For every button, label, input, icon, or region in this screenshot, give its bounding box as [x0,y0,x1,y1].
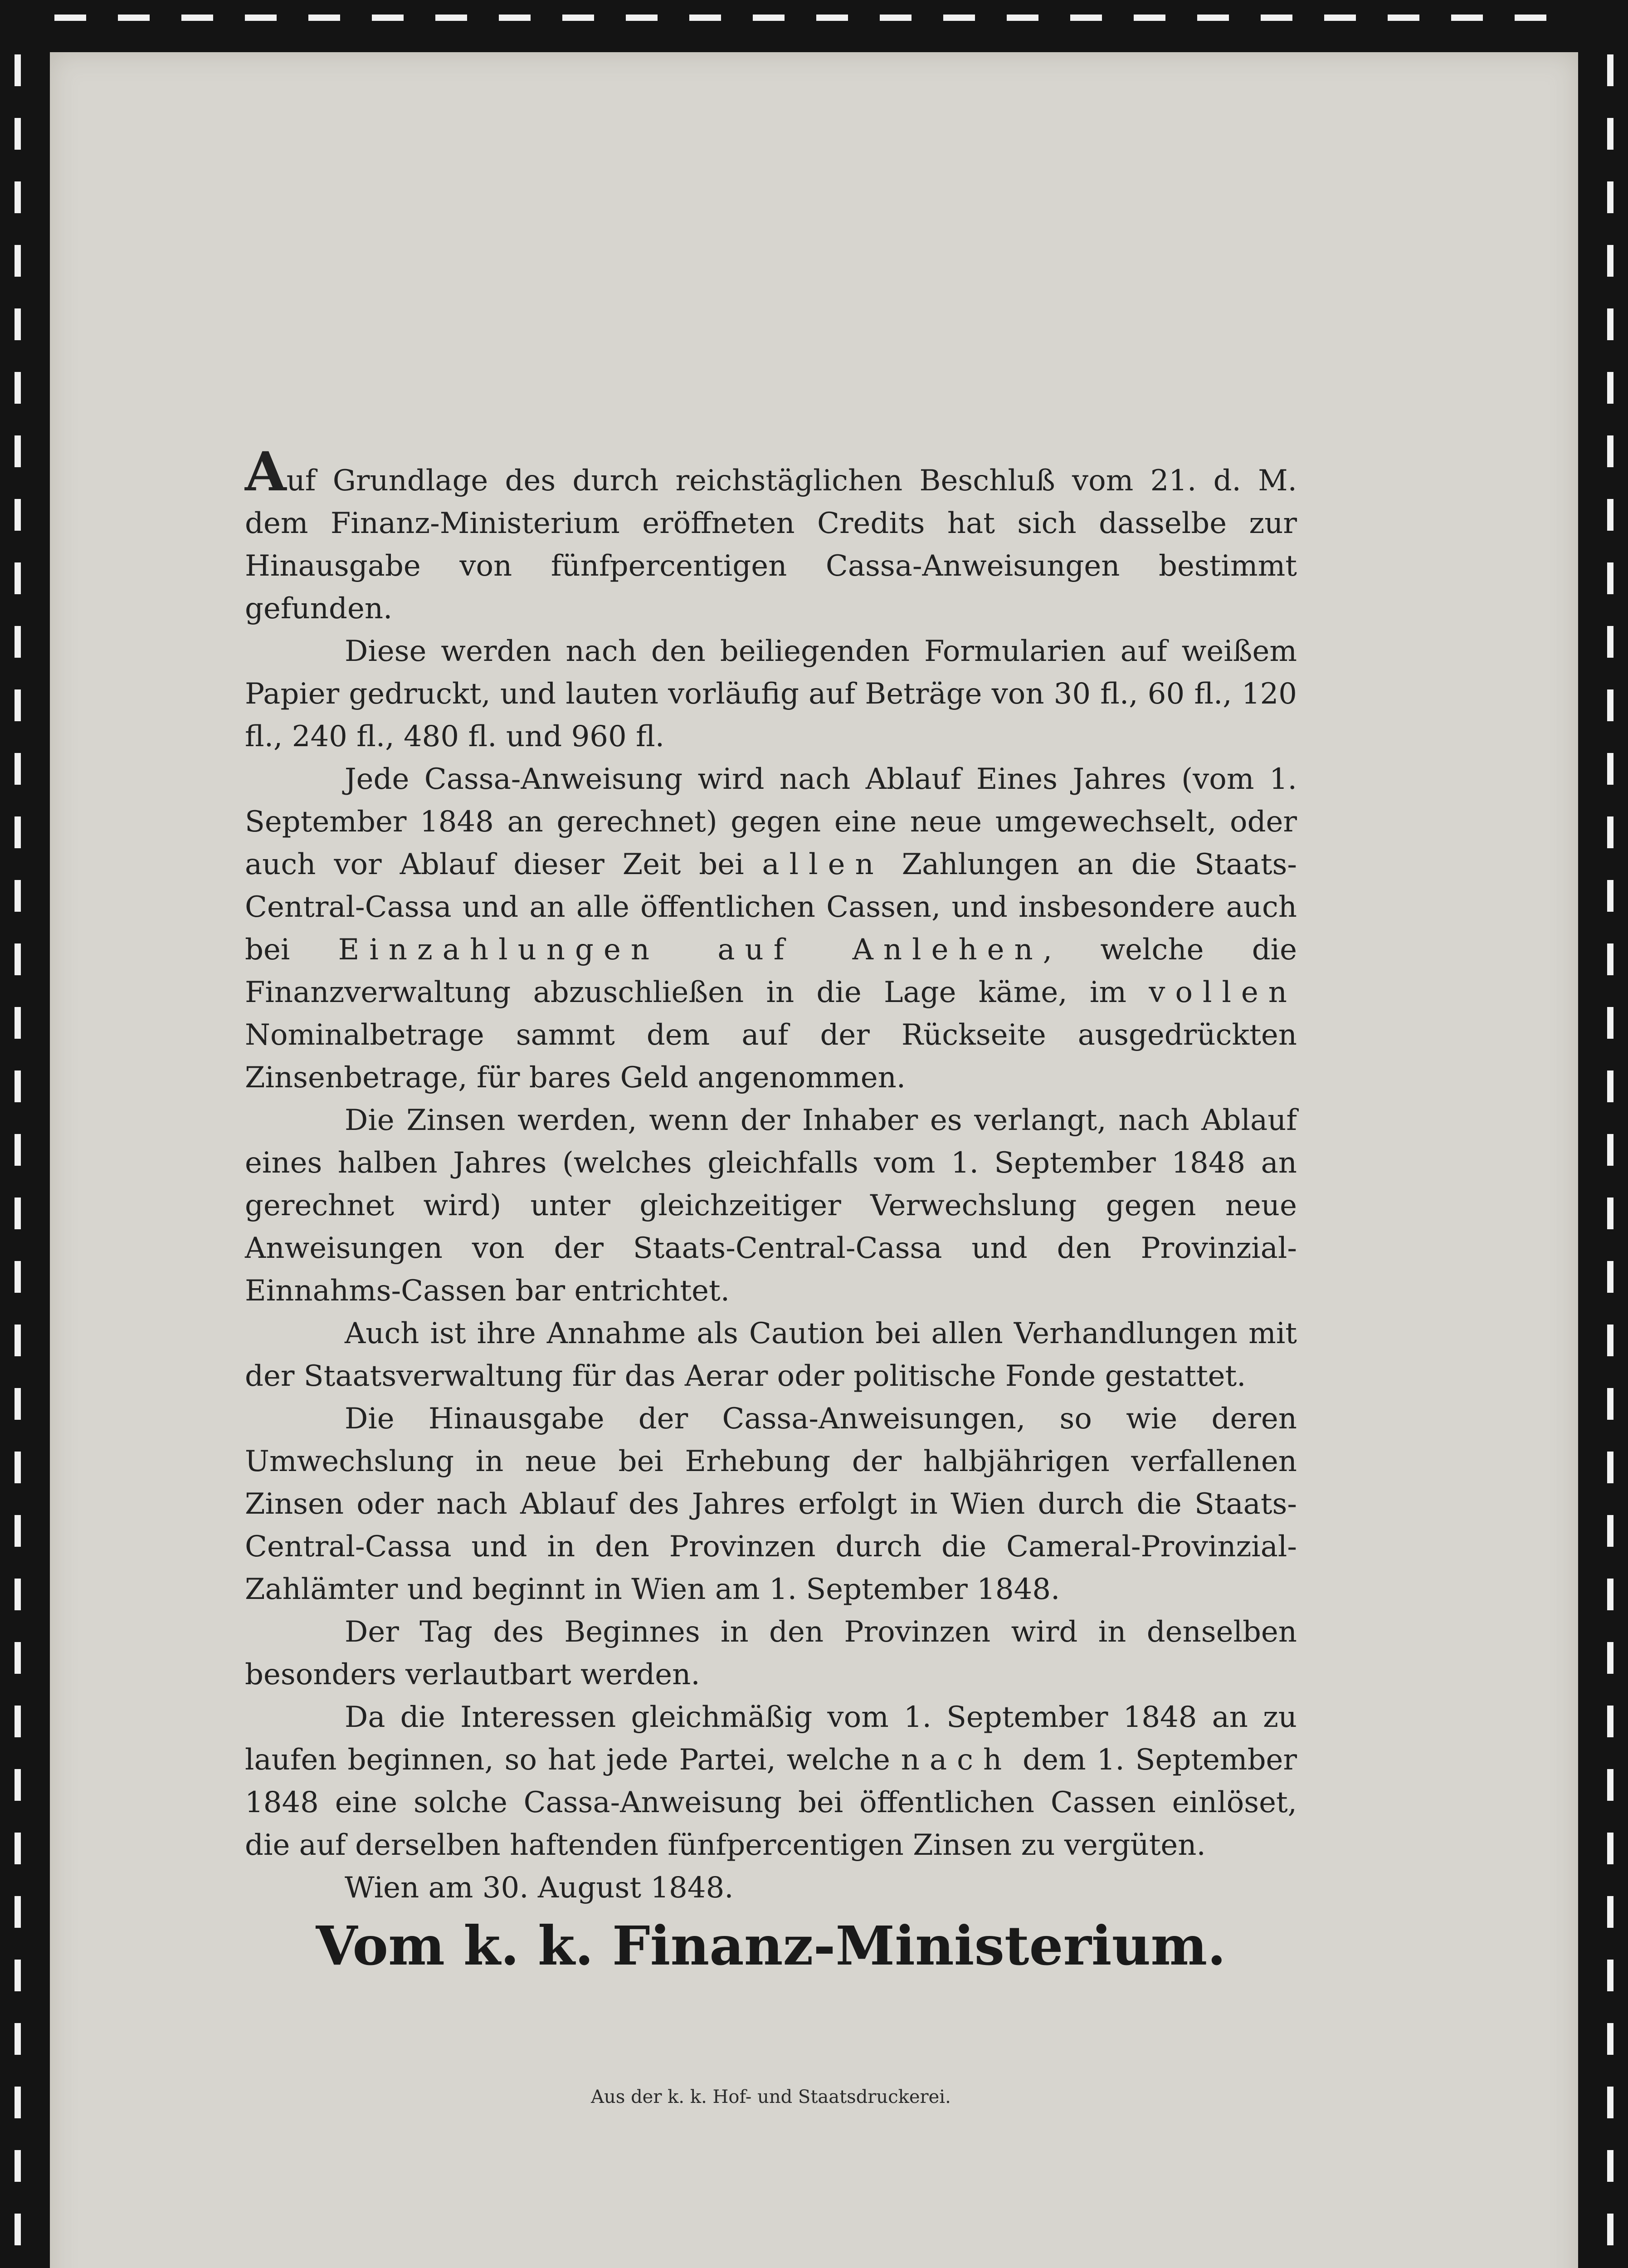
paragraph-1-text: uf Grundlage des durch reichstäglichen Beschluß vom 21. d. M. dem Finanz-Ministerium eröffneten Credits hat sich dasselbe zur Hinausgabe von fünfpercentigen Cassa-Anweisungen bestimmt gefunden. [245,464,1297,626]
p3-spaced-einzahlungen: Einzahlungen auf Anlehen [338,933,1043,967]
paragraph-1 [245,440,1297,630]
p8-part-c: dem 1. September 1848 eine solche Cassa-Anweisung bei öffentlichen Cassen einlöset, die auf derselben haftenden fünfpercentigen Zinsen zu vergüten. [245,1743,1297,1862]
scale-bar-right [1607,54,1613,2268]
paragraph-4: Die Zinsen werden, wenn der Inhaber es verlangt, nach Ablauf eines halben Jahres (welches gleichfalls vom 1. September 1848 an gerechnet wird) unter gleichzeitiger Verwechslung gegen neue Anweisungen von der Staats-Central-Cassa und den Provinzial-Einnahms-Cassen bar entrichtet. [245,1104,1297,1308]
p8-part-a: Da die Interessen gleichmäßig vom 1. September 1848 an zu laufen beginnen, so hat jede Partei, welche [245,1701,1297,1777]
signature-line: Vom k. k. Finanz-Ministerium. [316,1914,1226,1977]
p8-spaced-nach: nach [901,1743,1012,1777]
date-line: Wien am 30. August 1848. [345,1871,734,1905]
scale-bar-left [15,54,21,2268]
paragraph-8 [245,1696,1297,1867]
p3-spaced-allen: allen [762,848,884,881]
p3-part-e: , welche die Finanzverwaltung abzuschließen in die Lage käme, im [245,933,1297,1009]
p3-spaced-vollen: vollen [1149,976,1297,1009]
p3-part-a: Jede Cassa-Anweisung wird nach Ablauf Eines Jahres (vom 1. September 1848 an gerechnet) gegen eine neue umgewechselt, oder auch vor Ablauf dieser Zeit bei [245,763,1297,881]
scale-bar-top [54,15,1574,21]
p3-part-c: Zahlungen an die Staats-Central-Cassa und an alle öffentlichen Cassen, und insbesondere auch bei [245,848,1297,967]
paragraph-2: Diese werden nach den beiliegenden Formularien auf weißem Papier gedruckt, und lauten vorläufig auf Beträge von 30 fl., 60 fl., 120 fl., 240 fl., 480 fl. und 960 fl. [245,635,1297,753]
paragraph-3 [245,758,1297,1099]
paragraph-5: Auch ist ihre Annahme als Caution bei allen Verhandlungen mit der Staatsverwaltung für das Aerar oder politische Fonde gestattet. [245,1317,1297,1393]
decree-text [245,440,1297,1909]
p3-part-g: Nominalbetrage sammt dem auf der Rückseite ausgedrückten Zinsenbetrage, für bares Geld angenommen. [245,1018,1297,1095]
paragraph-7: Der Tag des Beginnes in den Provinzen wird in denselben besonders verlautbart werden. [245,1615,1297,1691]
printer-imprint: Aus der k. k. Hof- und Staatsdruckerei. [591,2087,951,2107]
initial-letter: A [245,440,287,503]
paragraph-6: Die Hinausgabe der Cassa-Anweisungen, so wie deren Umwechslung in neue bei Erhebung der halbjährigen verfallenen Zinsen oder nach Ablauf des Jahres erfolgt in Wien durch die Staats-Central-Cassa und in den Provinzen durch die Cameral-Provinzial-Zahlämter und beginnt in Wien am 1. September 1848. [245,1402,1297,1606]
